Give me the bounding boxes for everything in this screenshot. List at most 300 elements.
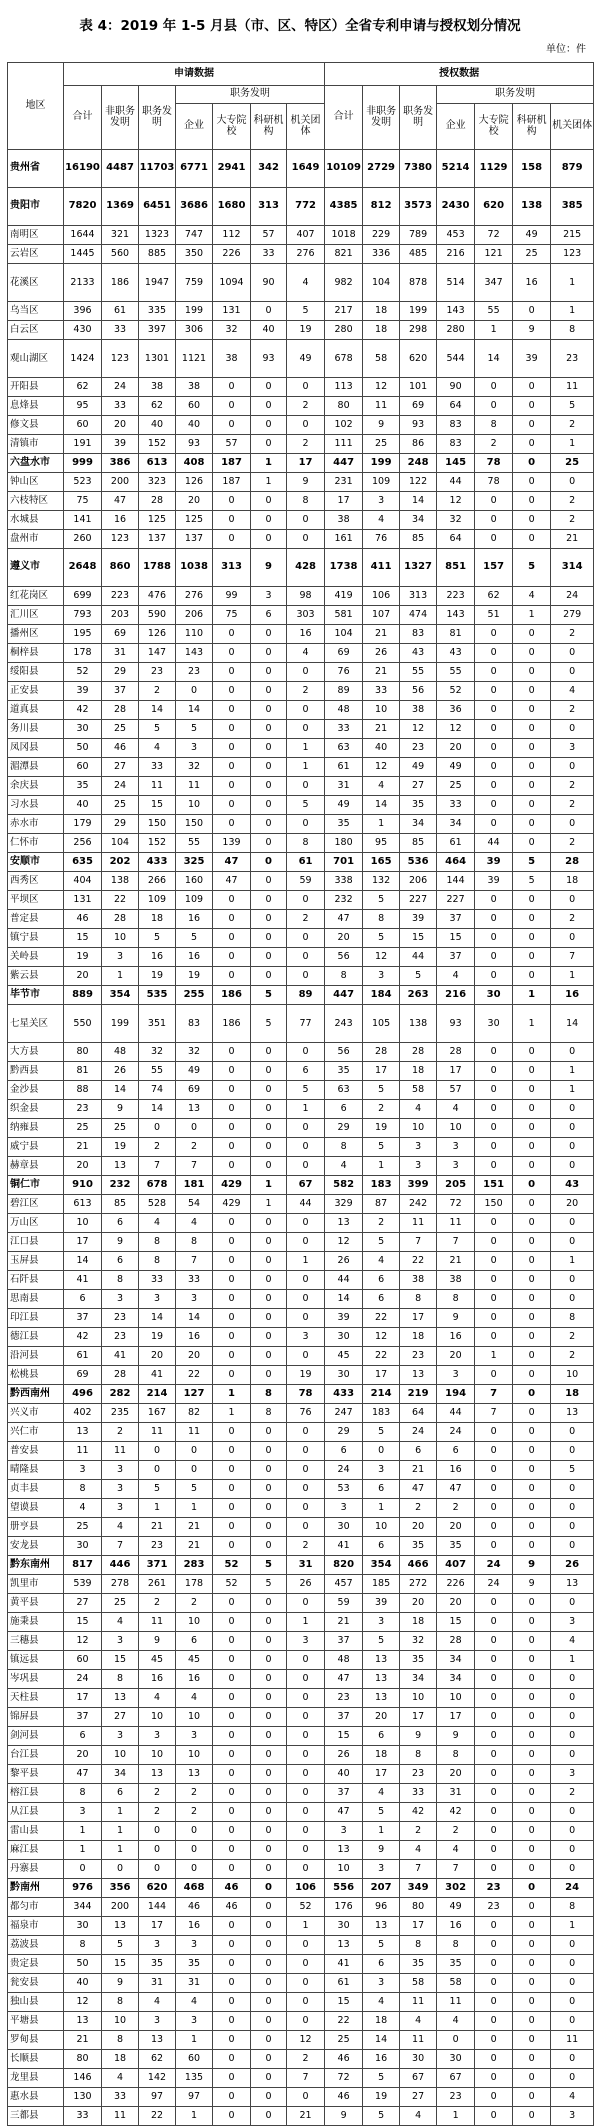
value-cell: 0 [287,378,325,397]
value-cell: 37 [325,1632,363,1651]
value-cell: 15 [437,929,475,948]
value-cell: 7 [139,1157,176,1176]
value-cell: 3 [102,1461,139,1480]
value-cell: 34 [400,511,437,530]
unit-label: 单位：件 [546,44,586,55]
value-cell: 0 [513,682,551,701]
table-row [8,1480,594,1499]
value-cell: 141 [64,511,102,530]
value-cell: 1 [551,1062,594,1081]
value-cell: 29 [102,815,139,834]
value-cell: 21 [139,1518,176,1537]
value-cell: 4 [363,1993,400,2012]
value-cell: 85 [102,1195,139,1214]
value-cell: 138 [513,188,551,226]
value-cell: 46 [102,739,139,758]
value-cell: 17 [325,492,363,511]
value-cell: 24 [64,1670,102,1689]
value-cell: 8 [551,1898,594,1917]
value-cell: 313 [213,549,251,587]
table-row [8,340,594,378]
region-name-cell: 安龙县 [8,1537,64,1556]
value-cell: 0 [213,1347,251,1366]
value-cell: 5 [363,891,400,910]
region-name-cell: 兴义市 [8,1404,64,1423]
value-cell: 0 [551,891,594,910]
region-name-cell: 沿河县 [8,1347,64,1366]
region-name-cell: 余庆县 [8,777,64,796]
value-cell: 0 [213,910,251,929]
table-row [8,1005,594,1043]
table-row [8,1423,594,1442]
value-cell: 9 [102,1974,139,1993]
value-cell: 1788 [139,549,176,587]
value-cell: 1 [551,435,594,454]
value-cell: 407 [437,1556,475,1575]
value-cell: 147 [139,644,176,663]
value-cell: 0 [213,1651,251,1670]
value-cell: 27 [102,758,139,777]
value-cell: 0 [251,1955,287,1974]
value-cell: 78 [475,454,513,473]
value-cell: 0 [475,1746,513,1765]
value-cell: 0 [513,1651,551,1670]
region-name-cell: 麻江县 [8,1841,64,1860]
value-cell: 10 [363,1518,400,1537]
value-cell: 20 [64,1157,102,1176]
value-cell: 8 [400,1936,437,1955]
value-cell: 18 [400,1613,437,1632]
value-cell: 41 [325,1955,363,1974]
value-cell: 8 [363,910,400,929]
value-cell: 0 [251,1461,287,1480]
value-cell: 0 [251,967,287,986]
value-cell: 0 [251,1993,287,2012]
value-cell: 279 [551,606,594,625]
header-grant-service: 职务发明 [400,86,437,150]
table-row [8,1442,594,1461]
table-row [8,1062,594,1081]
value-cell: 0 [251,1043,287,1062]
table-row [8,1632,594,1651]
value-cell: 17 [363,1366,400,1385]
value-cell: 10 [437,1689,475,1708]
value-cell: 6 [325,1100,363,1119]
value-cell: 113 [325,378,363,397]
value-cell: 2 [176,1138,213,1157]
value-cell: 0 [251,1727,287,1746]
region-name-cell: 织金县 [8,1100,64,1119]
table-row [8,492,594,511]
table-row [8,454,594,473]
value-cell: 24 [437,1423,475,1442]
value-cell: 20 [139,1347,176,1366]
table-row [8,1043,594,1062]
value-cell: 0 [213,2031,251,2050]
value-cell: 78 [475,473,513,492]
value-cell: 97 [139,2088,176,2107]
region-name-cell: 贵阳市 [8,188,64,226]
value-cell: 0 [287,720,325,739]
value-cell: 214 [363,1385,400,1404]
table-row [8,1404,594,1423]
value-cell: 0 [513,1708,551,1727]
value-cell: 47 [213,872,251,891]
value-cell: 0 [475,739,513,758]
value-cell: 0 [213,1252,251,1271]
value-cell: 280 [325,321,363,340]
table-row [8,967,594,986]
value-cell: 2 [551,701,594,720]
table-row [8,1138,594,1157]
value-cell: 49 [287,340,325,378]
value-cell: 3 [363,1974,400,1993]
value-cell: 6 [64,1727,102,1746]
value-cell: 0 [513,834,551,853]
table-row [8,758,594,777]
value-cell: 385 [551,188,594,226]
value-cell: 22 [363,1309,400,1328]
value-cell: 33 [176,1271,213,1290]
value-cell: 2 [551,416,594,435]
value-cell: 0 [213,1537,251,1556]
value-cell: 0 [213,967,251,986]
value-cell: 9 [400,1727,437,1746]
value-cell: 30 [475,986,513,1005]
value-cell: 9 [102,1100,139,1119]
value-cell: 0 [475,1442,513,1461]
value-cell: 60 [64,758,102,777]
value-cell: 4 [551,1632,594,1651]
value-cell: 910 [64,1176,102,1195]
value-cell: 0 [213,644,251,663]
value-cell: 6 [363,1955,400,1974]
value-cell: 27 [102,1708,139,1727]
value-cell: 13 [551,1404,594,1423]
value-cell: 0 [287,948,325,967]
value-cell: 2 [400,1499,437,1518]
value-cell: 6 [363,1271,400,1290]
value-cell: 3 [287,1632,325,1651]
region-name-cell: 镇远县 [8,1651,64,1670]
value-cell: 1 [287,739,325,758]
value-cell: 37 [64,1309,102,1328]
value-cell: 0 [213,1974,251,1993]
region-name-cell: 桐梓县 [8,644,64,663]
value-cell: 223 [437,587,475,606]
value-cell: 22 [400,1252,437,1271]
value-cell: 0 [213,663,251,682]
value-cell: 0 [176,1119,213,1138]
value-cell: 3 [139,1936,176,1955]
value-cell: 25 [64,1518,102,1537]
value-cell: 20 [102,416,139,435]
value-cell: 13 [363,1651,400,1670]
region-name-cell: 花溪区 [8,264,64,302]
region-name-cell: 道真县 [8,701,64,720]
value-cell: 11 [437,1214,475,1233]
value-cell: 18 [551,872,594,891]
value-cell: 0 [213,492,251,511]
table-row [8,1081,594,1100]
value-cell: 16 [139,1670,176,1689]
value-cell: 0 [251,492,287,511]
value-cell: 20 [176,492,213,511]
value-cell: 10 [400,1689,437,1708]
header-grant-group: 授权数据 [325,63,594,86]
region-name-cell: 松桃县 [8,1366,64,1385]
value-cell: 30 [400,2050,437,2069]
value-cell: 0 [251,1271,287,1290]
value-cell: 216 [437,245,475,264]
value-cell: 2 [176,1784,213,1803]
value-cell: 0 [213,682,251,701]
value-cell: 64 [400,1404,437,1423]
value-cell: 0 [287,1518,325,1537]
value-cell: 12 [363,758,400,777]
value-cell: 21 [437,1252,475,1271]
table-row [8,891,594,910]
value-cell: 8 [64,1784,102,1803]
value-cell: 131 [64,891,102,910]
value-cell: 0 [475,1081,513,1100]
value-cell: 21 [325,1613,363,1632]
value-cell: 30 [437,2050,475,2069]
value-cell: 95 [64,397,102,416]
value-cell: 5 [513,872,551,891]
value-cell: 127 [176,1385,213,1404]
value-cell: 0 [251,720,287,739]
value-cell: 10 [176,1613,213,1632]
table-row [8,1309,594,1328]
value-cell: 0 [213,2069,251,2088]
value-cell: 976 [64,1879,102,1898]
value-cell: 40 [64,796,102,815]
value-cell: 5 [363,2069,400,2088]
value-cell: 0 [287,1347,325,1366]
value-cell: 42 [400,1803,437,1822]
value-cell: 0 [251,663,287,682]
value-cell: 97 [176,2088,213,2107]
value-cell: 0 [475,1214,513,1233]
value-cell: 0 [213,1043,251,1062]
header-apply-enterprise: 企业 [176,104,213,150]
value-cell: 1 [176,2031,213,2050]
value-cell: 4 [139,1993,176,2012]
value-cell: 186 [102,264,139,302]
value-cell: 523 [64,473,102,492]
value-cell: 0 [139,1442,176,1461]
value-cell: 4 [176,1214,213,1233]
table-row [8,1746,594,1765]
value-cell: 67 [437,2069,475,2088]
value-cell: 23 [139,1537,176,1556]
value-cell: 0 [251,1822,287,1841]
value-cell: 25 [102,720,139,739]
value-cell: 11 [437,1993,475,2012]
value-cell: 8 [400,1290,437,1309]
value-cell: 2430 [437,188,475,226]
value-cell: 0 [475,2107,513,2126]
value-cell: 1 [251,454,287,473]
table-row [8,1575,594,1594]
value-cell: 4 [363,1252,400,1271]
value-cell: 2 [551,777,594,796]
value-cell: 0 [213,1233,251,1252]
value-cell: 344 [64,1898,102,1917]
value-cell: 227 [400,891,437,910]
value-cell: 0 [287,1841,325,1860]
value-cell: 821 [325,245,363,264]
value-cell: 5 [551,1461,594,1480]
value-cell: 9 [325,2107,363,2126]
value-cell: 0 [213,1214,251,1233]
value-cell: 22 [176,1366,213,1385]
value-cell: 1 [363,1157,400,1176]
value-cell: 1 [287,1613,325,1632]
region-name-cell: 观山湖区 [8,340,64,378]
value-cell: 0 [513,2069,551,2088]
value-cell: 0 [513,1917,551,1936]
value-cell: 8 [437,1290,475,1309]
value-cell: 0 [213,701,251,720]
value-cell: 33 [139,1271,176,1290]
value-cell: 885 [139,245,176,264]
value-cell: 0 [213,929,251,948]
value-cell: 150 [139,815,176,834]
value-cell: 5 [513,853,551,872]
value-cell: 0 [213,948,251,967]
value-cell: 28 [551,853,594,872]
region-name-cell: 长顺县 [8,2050,64,2069]
value-cell: 0 [475,1765,513,1784]
value-cell: 453 [437,226,475,245]
value-cell: 0 [475,1062,513,1081]
value-cell: 47 [437,1480,475,1499]
region-name-cell: 兴仁市 [8,1423,64,1442]
value-cell: 335 [139,302,176,321]
value-cell: 0 [513,891,551,910]
value-cell: 90 [251,264,287,302]
value-cell: 0 [213,1746,251,1765]
value-cell: 0 [513,1195,551,1214]
value-cell: 0 [251,1651,287,1670]
value-cell: 0 [551,1974,594,1993]
value-cell: 39 [513,340,551,378]
value-cell: 0 [551,1993,594,2012]
value-cell: 67 [400,2069,437,2088]
value-cell: 5 [363,1081,400,1100]
value-cell: 3 [176,1290,213,1309]
value-cell: 0 [287,1309,325,1328]
value-cell: 0 [213,1366,251,1385]
value-cell: 13 [363,1917,400,1936]
value-cell: 3 [287,1328,325,1347]
value-cell: 0 [213,530,251,549]
value-cell: 61 [325,758,363,777]
value-cell: 0 [213,891,251,910]
value-cell: 33 [251,245,287,264]
table-row [8,1100,594,1119]
value-cell: 32 [400,1632,437,1651]
value-cell: 0 [551,1442,594,1461]
value-cell: 0 [513,473,551,492]
value-cell: 5 [363,1936,400,1955]
value-cell: 109 [139,891,176,910]
value-cell: 0 [513,397,551,416]
value-cell: 0 [475,720,513,739]
value-cell: 0 [213,1955,251,1974]
value-cell: 429 [213,1195,251,1214]
value-cell: 0 [251,1689,287,1708]
value-cell: 52 [213,1556,251,1575]
value-cell: 0 [287,1233,325,1252]
value-cell: 2 [287,682,325,701]
value-cell: 30 [64,1537,102,1556]
value-cell: 61 [64,1347,102,1366]
value-cell: 24 [102,378,139,397]
value-cell: 0 [213,1499,251,1518]
value-cell: 8 [325,967,363,986]
value-cell: 60 [176,397,213,416]
value-cell: 104 [102,834,139,853]
value-cell: 0 [475,2050,513,2069]
region-name-cell: 独山县 [8,1993,64,2012]
value-cell: 0 [551,1499,594,1518]
value-cell: 23 [102,1328,139,1347]
value-cell: 7 [551,948,594,967]
value-cell: 1 [551,302,594,321]
value-cell: 1327 [400,549,437,587]
value-cell: 0 [475,1157,513,1176]
value-cell: 123 [102,530,139,549]
value-cell: 8 [139,1252,176,1271]
region-name-cell: 贵定县 [8,1955,64,1974]
table-row [8,2088,594,2107]
value-cell: 879 [551,150,594,188]
value-cell: 13 [64,2012,102,2031]
value-cell: 24 [475,1575,513,1594]
value-cell: 150 [176,815,213,834]
value-cell: 0 [213,1138,251,1157]
value-cell: 227 [437,891,475,910]
header-region: 地区 [8,63,64,150]
value-cell: 35 [176,1955,213,1974]
value-cell: 64 [437,397,475,416]
value-cell: 15 [102,1651,139,1670]
region-name-cell: 印江县 [8,1309,64,1328]
value-cell: 0 [287,1138,325,1157]
region-name-cell: 红花岗区 [8,587,64,606]
value-cell: 12 [437,492,475,511]
value-cell: 0 [287,416,325,435]
value-cell: 34 [102,1765,139,1784]
table-row [8,1271,594,1290]
value-cell: 399 [400,1176,437,1195]
value-cell: 0 [551,1841,594,1860]
region-name-cell: 务川县 [8,720,64,739]
value-cell: 20 [176,1347,213,1366]
value-cell: 0 [287,511,325,530]
value-cell: 0 [213,1442,251,1461]
value-cell: 4 [400,2107,437,2126]
value-cell: 3573 [400,188,437,226]
value-cell: 7 [176,1157,213,1176]
value-cell: 46 [213,1879,251,1898]
value-cell: 26 [325,1746,363,1765]
value-cell: 0 [287,1461,325,1480]
value-cell: 214 [139,1385,176,1404]
